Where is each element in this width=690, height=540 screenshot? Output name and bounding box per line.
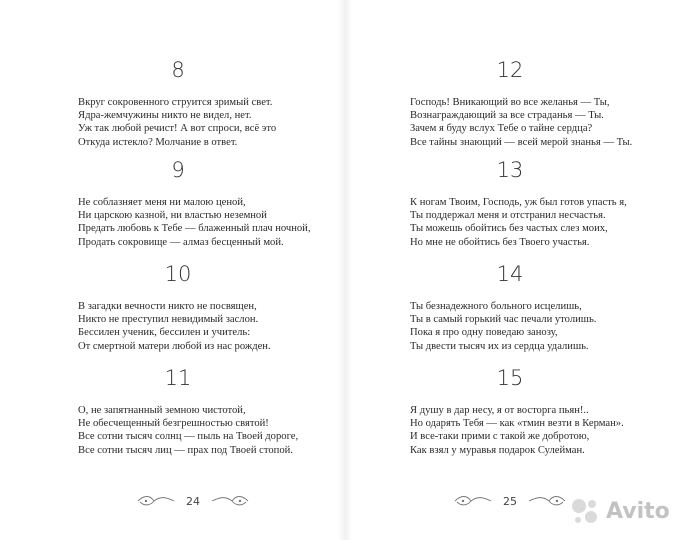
poem-line: Предать любовь к Тебе — блаженный плач ночной, [78, 223, 311, 235]
poem-line: Ты безнадежного больного исцелишь, [410, 301, 582, 312]
poem-line: Пока я про одну поведаю занозу, [410, 327, 558, 339]
poem-line: Продать сокровище — алмаз бесценный мой. [78, 236, 284, 248]
poem-line: Никто не преступил невидимый заслон. [78, 314, 259, 326]
poem-13 [410, 158, 675, 249]
ornament-icon [210, 494, 250, 508]
poem-number: 14 [496, 262, 524, 286]
poem-line: Ядра-жемчужины никто не видел, нет. [78, 110, 252, 122]
poem-number: 15 [496, 366, 524, 390]
avito-watermark [570, 496, 670, 526]
poem-line: Я душу в дар несу, я от восторга пьян!.. [410, 405, 589, 416]
poem-12 [410, 58, 675, 149]
poem-8 [78, 58, 318, 149]
poem-line: Как взял у муравья подарок Сулейман. [410, 444, 585, 456]
poem-line: Вкруг сокровенного струится зримый свет. [78, 97, 273, 108]
right-page [345, 0, 690, 540]
poem-10 [78, 262, 318, 353]
poem-number: 8 [171, 58, 185, 82]
ornament-icon [453, 494, 493, 508]
poem-line: О, не запятнанный земною чистотой, [78, 405, 246, 416]
poem-line: Ты в самый горький час печали утолишь. [410, 314, 597, 326]
poem-line: Но мне не обойтись без Твоего участья. [410, 236, 590, 248]
poem-line: Все сотни тысяч солнц — пыль на Твоей дороге, [78, 431, 299, 443]
poem-line: В загадки вечности никто не посвящен, [78, 301, 257, 312]
poem-9 [78, 158, 318, 249]
poem-number: 10 [164, 262, 192, 286]
poem-line: Зачем я буду вслух Тебе о тайне сердца? [410, 123, 593, 135]
poem-line: Все сотни тысяч лиц — прах под Твоей стопой. [78, 444, 293, 456]
poem-line: Бессилен ученик, бессилен и учитель: [78, 327, 251, 339]
ornament-icon [527, 494, 567, 508]
poem-15 [410, 366, 675, 457]
poem-line: Не соблазняет меня ни малою ценой, [78, 197, 246, 208]
watermark-text: Avito [606, 498, 670, 524]
page-number: 25 [503, 494, 517, 508]
poem-line: И все-таки прими с такой же добротою, [410, 431, 590, 443]
ornament-icon [136, 494, 176, 508]
page-footer [136, 491, 250, 511]
poem-line: Ты поддержал меня и отстранил несчастья. [410, 210, 606, 222]
poem-line: Не обесчещенный безгрешностью святой! [78, 418, 269, 430]
poem-number: 13 [496, 158, 524, 182]
poem-line: Господь! Вникающий во все желанья — Ты, [410, 97, 610, 108]
poem-line: Ты можешь обойтись без частых слез моих, [410, 223, 608, 235]
poem-line: От смертной матери любой из нас рожден. [78, 340, 271, 352]
poem-number: 11 [164, 366, 192, 390]
poem-line: Ты двести тысяч их из сердца удалишь. [410, 340, 589, 352]
poem-line: Все тайны знающий — всей мерой знанья — Ты. [410, 136, 633, 148]
poem-number: 9 [171, 158, 185, 182]
poem-line: Вознаграждающий за все страданья — Ты. [410, 110, 604, 122]
poem-number: 12 [496, 58, 524, 82]
poem-14 [410, 262, 675, 353]
poem-line: Но одарять Тебя — как «тмин везти в Керман». [410, 418, 624, 430]
page-number: 24 [186, 494, 200, 508]
poem-11 [78, 366, 318, 457]
avito-logo-icon [570, 496, 600, 526]
poem-line: К ногам Твоим, Господь, уж был готов упасть я, [410, 197, 627, 208]
page-footer [453, 491, 567, 511]
poem-line: Уж так любой речист! А вот спроси, всё это [78, 123, 277, 135]
poem-line: Ни царскою казной, ни властью неземной [78, 210, 267, 222]
poem-line: Откуда истекло? Молчание в ответ. [78, 136, 238, 148]
